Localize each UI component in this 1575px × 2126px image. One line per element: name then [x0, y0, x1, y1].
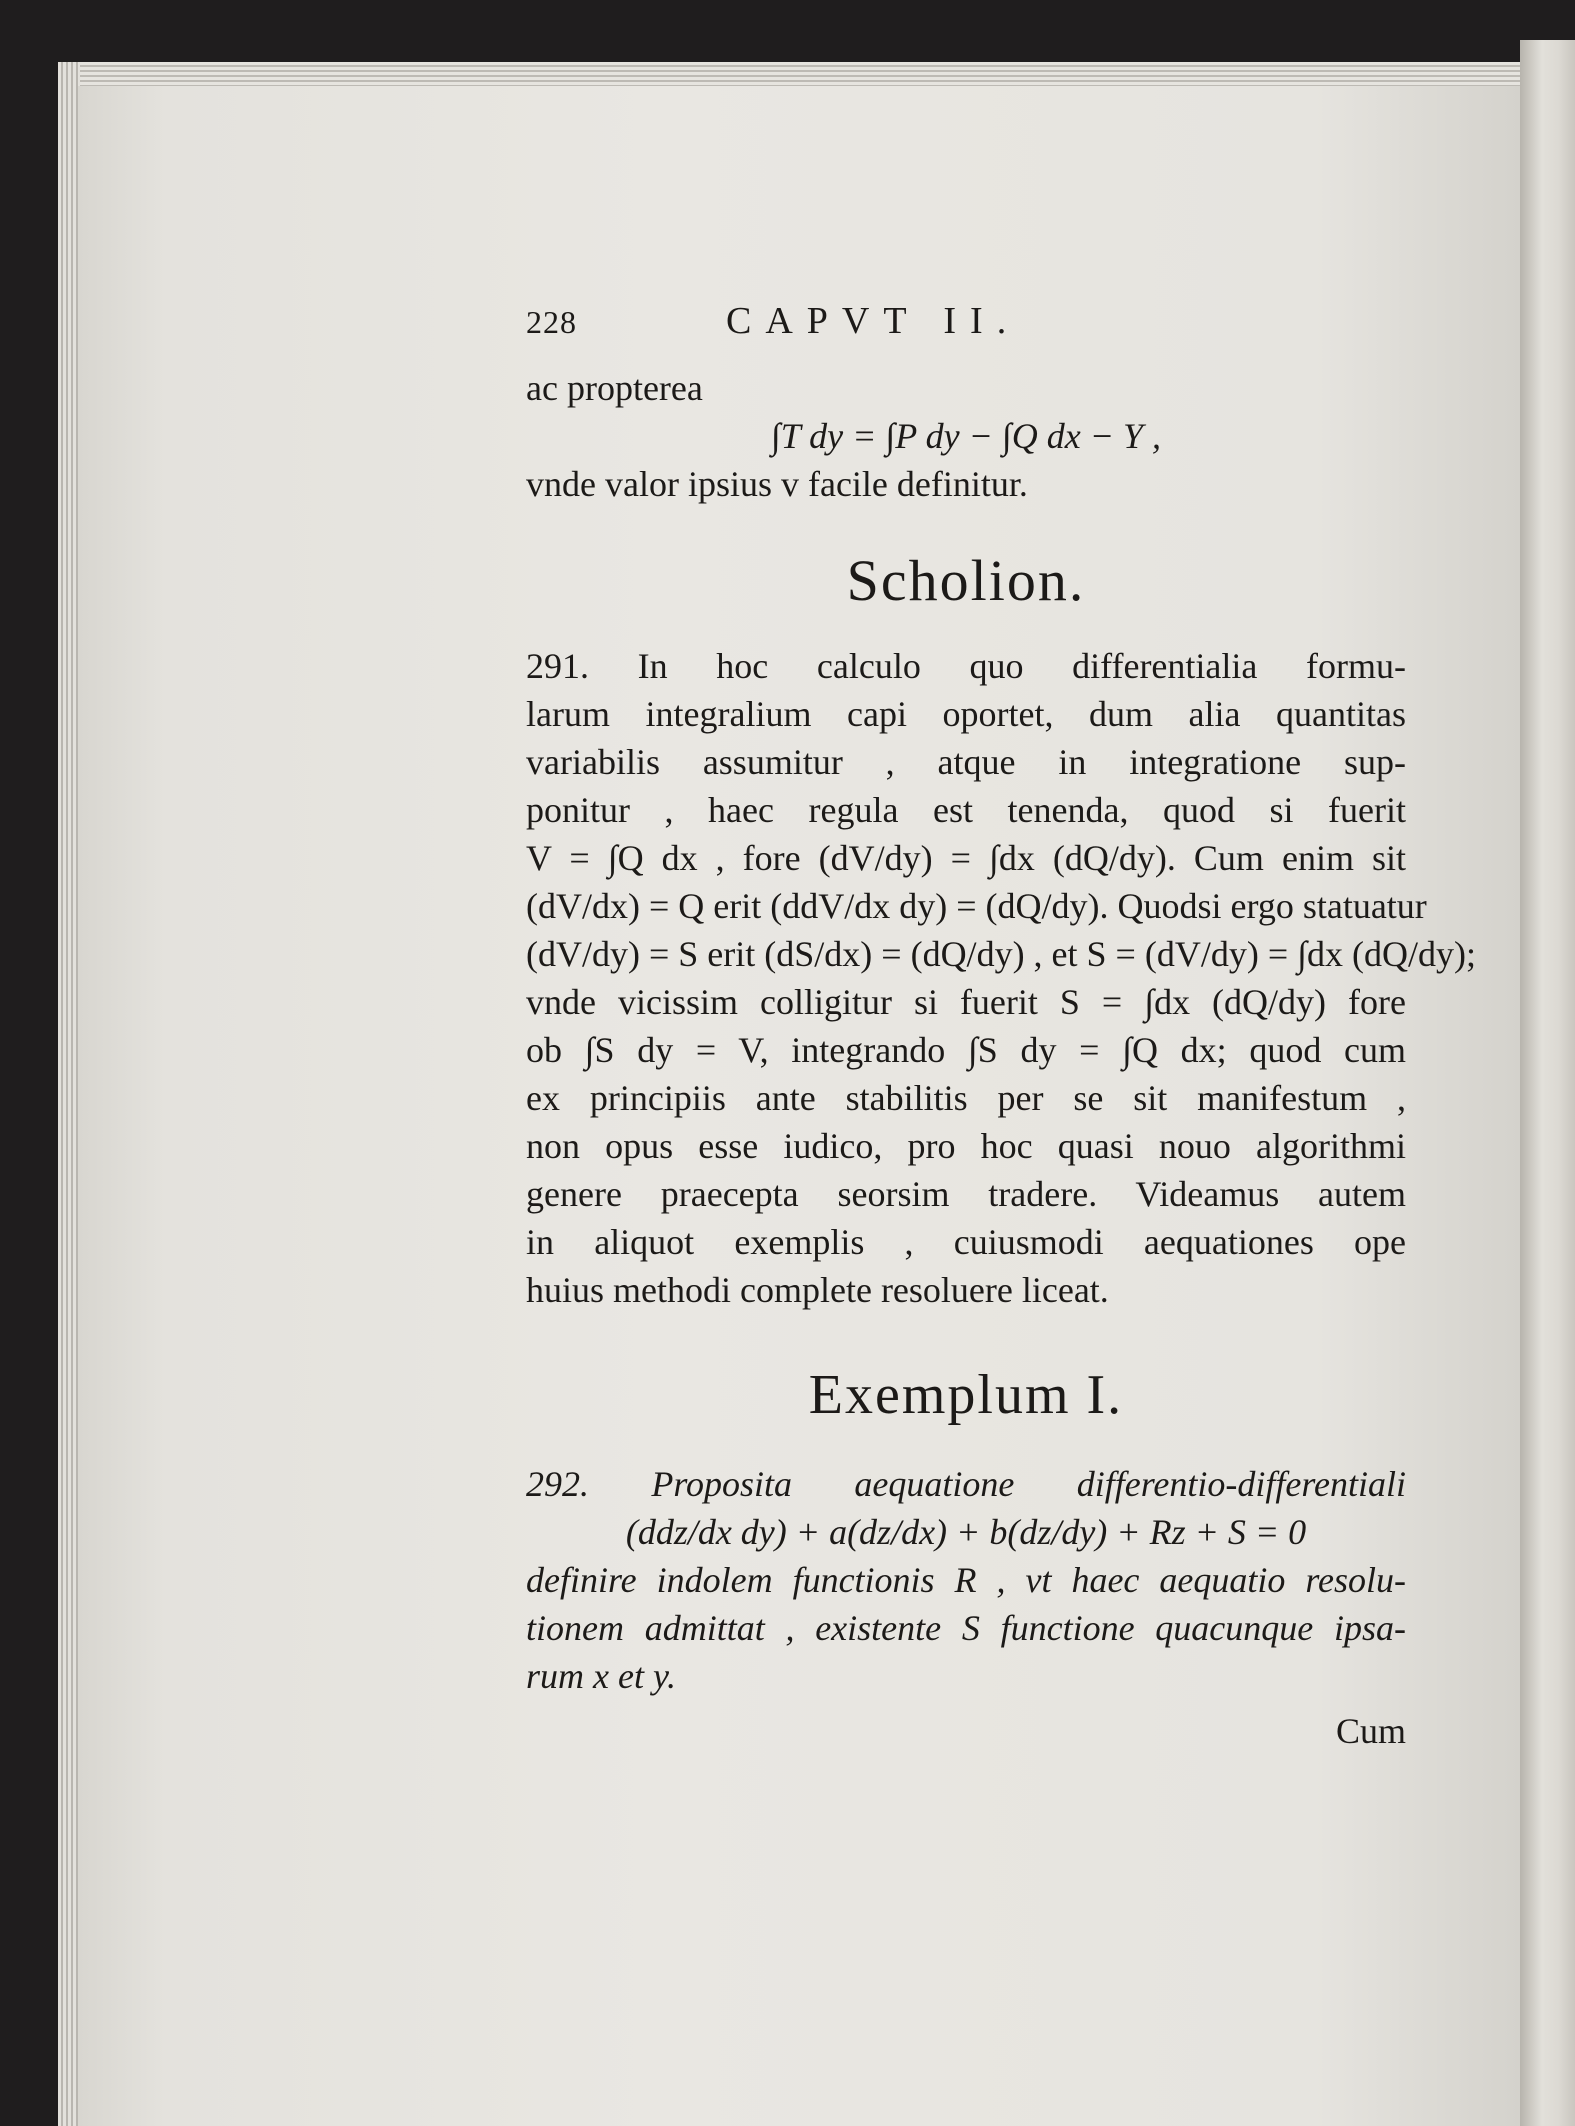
- paragraph-line: (dV/dx) = Q erit (ddV/dx dy) = (dQ/dy). Quodsi ergo statuatur: [526, 886, 1427, 926]
- paragraph-line: V = ∫Q dx , fore (dV/dy) = ∫dx (dQ/dy). Cum enim sit: [526, 838, 1406, 878]
- paragraph-line: huius methodi complete resoluere liceat.: [526, 1270, 1109, 1310]
- scholion-paragraph: [526, 642, 1476, 1314]
- exemplum-line: 292. Proposita aequatione differentio-differentiali: [526, 1464, 1406, 1504]
- paragraph-line: non opus esse iudico, pro hoc quasi nouo algorithmi: [526, 1126, 1406, 1166]
- scholion-heading: Scholion.: [846, 548, 1086, 613]
- intro-line: vnde valor ipsius v facile definitur.: [526, 464, 1028, 504]
- book-gutter: [1520, 40, 1575, 2126]
- page-number: 228: [526, 304, 577, 340]
- paragraph-line: 291. In hoc calculo quo differentialia formu-: [526, 646, 1406, 686]
- catchword: Cum: [1335, 1711, 1406, 1751]
- exemplum-line: tionem admittat , existente S functione quacunque ipsa-: [526, 1608, 1406, 1648]
- paragraph-line: ponitur , haec regula est tenenda, quod si fuerit: [526, 790, 1406, 830]
- paragraph-line: larum integralium capi oportet, dum alia quantitas: [526, 694, 1406, 734]
- paragraph-line: vnde vicissim colligitur si fuerit S = ∫dx (dQ/dy) fore: [526, 982, 1406, 1022]
- paragraph-line: variabilis assumitur , atque in integratione sup-: [526, 742, 1406, 782]
- exemplum-line: definire indolem functionis R , vt haec aequatio resolu-: [526, 1560, 1406, 1600]
- paragraph-line: genere praecepta seorsim tradere. Videamus autem: [526, 1174, 1406, 1214]
- intro-line: ac propterea: [526, 368, 703, 408]
- exemplum-line: rum x et y.: [526, 1656, 676, 1696]
- exemplum-formula: (ddz/dx dy) + a(dz/dx) + b(dz/dy) + Rz + S = 0: [625, 1512, 1307, 1552]
- intro-formula: ∫T dy = ∫P dy − ∫Q dx − Y ,: [770, 416, 1162, 456]
- paragraph-line: ex principiis ante stabilitis per se sit manifestum ,: [526, 1078, 1406, 1118]
- paragraph-line: ob ∫S dy = V, integrando ∫S dy = ∫Q dx; quod cum: [526, 1030, 1406, 1070]
- running-head: CAPVT II.: [726, 300, 1021, 342]
- page-text: [526, 300, 1476, 1752]
- page-header: [526, 300, 1406, 350]
- paragraph-line: (dV/dy) = S erit (dS/dx) = (dQ/dy) , et S = (dV/dy) = ∫dx (dQ/dy);: [526, 934, 1476, 974]
- page-edges-left: [58, 62, 80, 2126]
- exemplum-heading: Exemplum I.: [808, 1364, 1124, 1426]
- paragraph-line: in aliquot exemplis , cuiusmodi aequationes ope: [526, 1222, 1406, 1262]
